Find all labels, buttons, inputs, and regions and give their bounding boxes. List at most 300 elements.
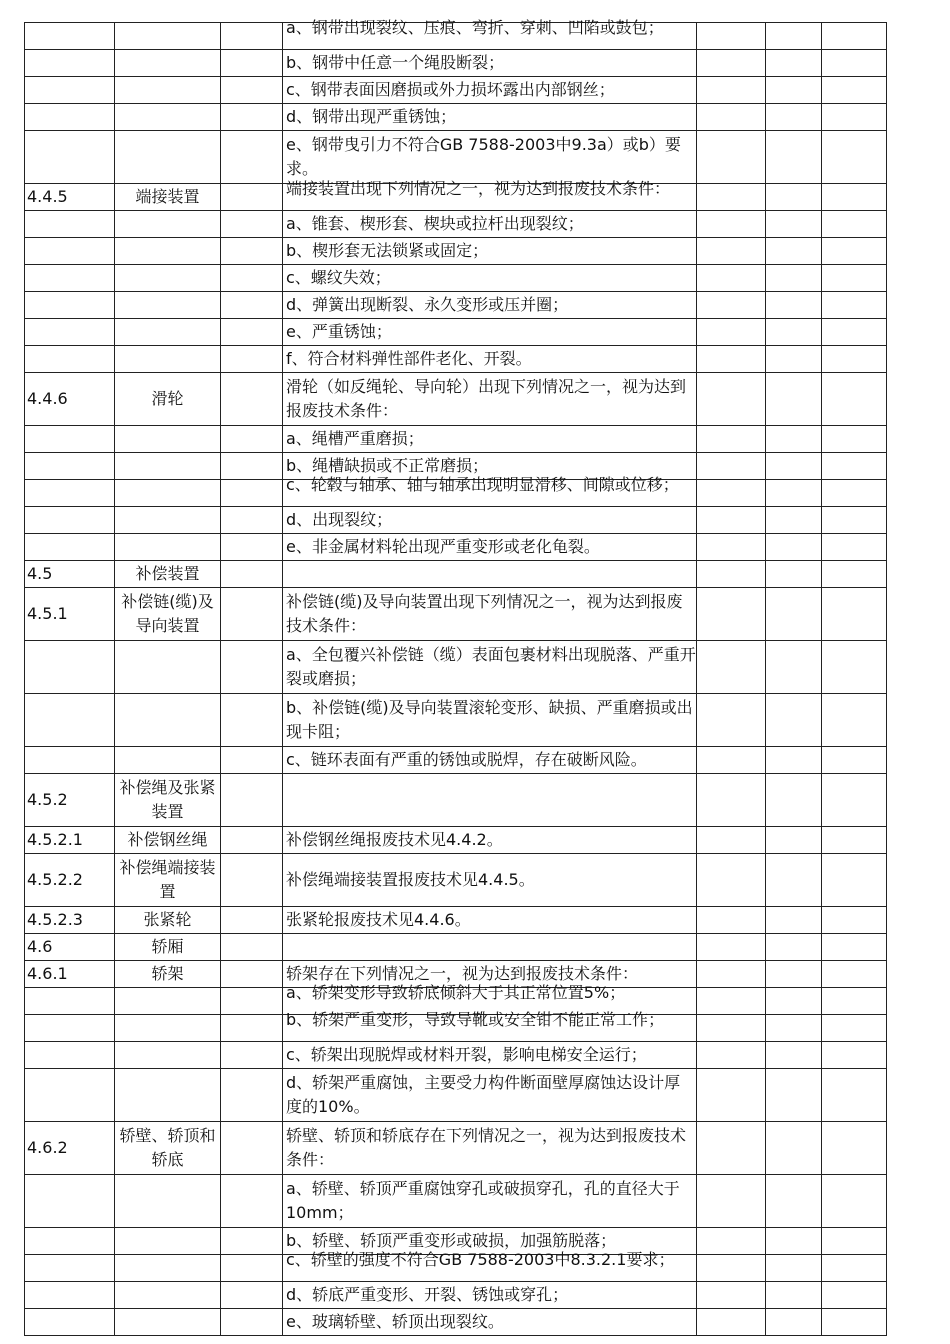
criteria-text bbox=[283, 319, 697, 346]
table-row bbox=[25, 588, 887, 641]
component-name: 端接装置 bbox=[115, 184, 221, 211]
table-row bbox=[25, 854, 887, 907]
empty-column-cell bbox=[822, 507, 887, 534]
criteria-text-content: b、轿壁、轿顶严重变形或破损，加强筋脱落； bbox=[286, 1231, 617, 1250]
blank-cell bbox=[221, 561, 283, 588]
empty-column-cell bbox=[697, 480, 766, 507]
criteria-text-content: d、轿底严重变形、开裂、锈蚀或穿孔； bbox=[286, 1285, 569, 1304]
empty-column-cell bbox=[822, 854, 887, 907]
criteria-text bbox=[283, 77, 697, 104]
component-name: 补偿绳及张紧装置 bbox=[115, 774, 221, 827]
empty-column-cell bbox=[766, 480, 822, 507]
clause-number bbox=[25, 211, 115, 238]
criteria-text bbox=[283, 1042, 697, 1069]
empty-column-cell bbox=[766, 23, 822, 50]
component-name bbox=[115, 1282, 221, 1309]
criteria-text bbox=[283, 1175, 697, 1228]
empty-column-cell bbox=[766, 854, 822, 907]
component-name bbox=[115, 104, 221, 131]
empty-column-cell bbox=[697, 988, 766, 1015]
criteria-text-content: b、绳槽缺损或不正常磨损； bbox=[286, 456, 489, 475]
table-row bbox=[25, 131, 887, 184]
clause-number: 4.5.2.1 bbox=[25, 827, 115, 854]
blank-cell bbox=[221, 480, 283, 507]
component-name: 张紧轮 bbox=[115, 907, 221, 934]
empty-column-cell bbox=[766, 747, 822, 774]
criteria-text-content: c、轿壁的强度不符合GB 7588-2003中8.3.2.1要求； bbox=[286, 1250, 675, 1269]
clause-number: 4.6 bbox=[25, 934, 115, 961]
criteria-text-content: e、玻璃轿壁、轿顶出现裂纹。 bbox=[286, 1312, 504, 1331]
blank-cell bbox=[221, 1255, 283, 1282]
blank-cell bbox=[221, 1228, 283, 1255]
table-row bbox=[25, 426, 887, 453]
empty-column-cell bbox=[822, 934, 887, 961]
empty-column-cell bbox=[697, 292, 766, 319]
component-name bbox=[115, 988, 221, 1015]
table-body bbox=[25, 18, 887, 1336]
criteria-text bbox=[283, 1069, 697, 1122]
blank-cell bbox=[221, 50, 283, 77]
component-name bbox=[115, 346, 221, 373]
clause-number bbox=[25, 23, 115, 50]
component-name bbox=[115, 694, 221, 747]
table-row bbox=[25, 77, 887, 104]
empty-column-cell bbox=[697, 1228, 766, 1255]
empty-column-cell bbox=[822, 534, 887, 561]
empty-column-cell bbox=[766, 184, 822, 211]
clause-number bbox=[25, 694, 115, 747]
criteria-text-content: d、钢带出现严重锈蚀； bbox=[286, 107, 457, 126]
criteria-text bbox=[283, 1010, 697, 1042]
component-name bbox=[115, 1309, 221, 1336]
criteria-text bbox=[283, 694, 697, 747]
empty-column-cell bbox=[822, 1122, 887, 1175]
empty-column-cell bbox=[697, 184, 766, 211]
empty-column-cell bbox=[766, 453, 822, 480]
clause-number: 4.4.6 bbox=[25, 373, 115, 426]
criteria-text-content: e、钢带曳引力不符合GB 7588-2003中9.3a）或b）要求。 bbox=[286, 135, 681, 178]
table-row bbox=[25, 1122, 887, 1175]
empty-column-cell bbox=[822, 77, 887, 104]
clause-number bbox=[25, 480, 115, 507]
component-name bbox=[115, 480, 221, 507]
empty-column-cell bbox=[697, 747, 766, 774]
criteria-text-content: 补偿链(缆)及导向装置出现下列情况之一，视为达到报废技术条件： bbox=[286, 592, 683, 635]
clause-number: 4.4.5 bbox=[25, 184, 115, 211]
criteria-text-content: 补偿钢丝绳报废技术见4.4.2。 bbox=[286, 830, 503, 849]
component-name bbox=[115, 50, 221, 77]
blank-cell bbox=[221, 1042, 283, 1069]
criteria-text bbox=[283, 238, 697, 265]
empty-column-cell bbox=[766, 1282, 822, 1309]
clause-number: 4.6.2 bbox=[25, 1122, 115, 1175]
component-name bbox=[115, 238, 221, 265]
empty-column-cell bbox=[822, 774, 887, 827]
clause-number bbox=[25, 1015, 115, 1042]
empty-column-cell bbox=[822, 1175, 887, 1228]
empty-column-cell bbox=[697, 104, 766, 131]
criteria-text bbox=[283, 265, 697, 292]
empty-column-cell bbox=[766, 265, 822, 292]
criteria-text-content: 轿架存在下列情况之一，视为达到报废技术条件： bbox=[286, 964, 639, 983]
empty-column-cell bbox=[697, 1255, 766, 1282]
criteria-text bbox=[283, 907, 697, 934]
empty-column-cell bbox=[822, 373, 887, 426]
component-name bbox=[115, 1069, 221, 1122]
component-name bbox=[115, 1175, 221, 1228]
clause-number: 4.5.1 bbox=[25, 588, 115, 641]
empty-column-cell bbox=[697, 1015, 766, 1042]
criteria-text-content: c、螺纹失效； bbox=[286, 268, 391, 287]
blank-cell bbox=[221, 854, 283, 907]
table-row bbox=[25, 827, 887, 854]
clause-number bbox=[25, 507, 115, 534]
criteria-text bbox=[283, 211, 697, 238]
criteria-text-content: c、轿架出现脱焊或材料开裂，影响电梯安全运行； bbox=[286, 1045, 647, 1064]
empty-column-cell bbox=[766, 50, 822, 77]
criteria-text-content: c、链环表面有严重的锈蚀或脱焊，存在破断风险。 bbox=[286, 750, 647, 769]
criteria-text-content: 端接装置出现下列情况之一，视为达到报废技术条件： bbox=[286, 179, 671, 198]
empty-column-cell bbox=[822, 319, 887, 346]
empty-column-cell bbox=[822, 426, 887, 453]
empty-column-cell bbox=[697, 1175, 766, 1228]
clause-number: 4.5.2.3 bbox=[25, 907, 115, 934]
blank-cell bbox=[221, 1309, 283, 1336]
empty-column-cell bbox=[766, 238, 822, 265]
blank-cell bbox=[221, 1122, 283, 1175]
empty-column-cell bbox=[697, 77, 766, 104]
component-name bbox=[115, 211, 221, 238]
blank-cell bbox=[221, 319, 283, 346]
blank-cell bbox=[221, 827, 283, 854]
criteria-text-content: 滑轮（如反绳轮、导向轮）出现下列情况之一，视为达到报废技术条件： bbox=[286, 377, 687, 420]
blank-cell bbox=[221, 588, 283, 641]
table-row bbox=[25, 1069, 887, 1122]
criteria-text-content: f、符合材料弹性部件老化、开裂。 bbox=[286, 349, 532, 368]
criteria-text-content: a、全包覆兴补偿链（缆）表面包裹材料出现脱落、严重开裂或磨损； bbox=[286, 645, 696, 688]
component-name: 补偿链(缆)及导向装置 bbox=[115, 588, 221, 641]
component-name: 轿壁、轿顶和轿底 bbox=[115, 1122, 221, 1175]
empty-column-cell bbox=[822, 453, 887, 480]
blank-cell bbox=[221, 774, 283, 827]
component-name: 补偿钢丝绳 bbox=[115, 827, 221, 854]
table-row bbox=[25, 694, 887, 747]
component-name bbox=[115, 426, 221, 453]
empty-column-cell bbox=[697, 453, 766, 480]
table-row bbox=[25, 747, 887, 774]
table-row bbox=[25, 184, 887, 211]
table-row bbox=[25, 319, 887, 346]
empty-column-cell bbox=[822, 1015, 887, 1042]
criteria-text bbox=[283, 774, 697, 827]
criteria-text-content: d、轿架严重腐蚀，主要受力构件断面壁厚腐蚀达设计厚度的10%。 bbox=[286, 1073, 681, 1116]
empty-column-cell bbox=[697, 961, 766, 988]
empty-column-cell bbox=[697, 211, 766, 238]
blank-cell bbox=[221, 1069, 283, 1122]
empty-column-cell bbox=[766, 1042, 822, 1069]
empty-column-cell bbox=[822, 1255, 887, 1282]
clause-number bbox=[25, 104, 115, 131]
table-row bbox=[25, 346, 887, 373]
empty-column-cell bbox=[766, 694, 822, 747]
criteria-text-content: b、轿架严重变形，导致导靴或安全钳不能正常工作； bbox=[286, 1010, 665, 1029]
blank-cell bbox=[221, 426, 283, 453]
component-name: 滑轮 bbox=[115, 373, 221, 426]
empty-column-cell bbox=[697, 534, 766, 561]
empty-column-cell bbox=[822, 265, 887, 292]
criteria-text-content: a、轿架变形导致轿底倾斜大于其正常位置5%； bbox=[286, 983, 626, 1002]
empty-column-cell bbox=[822, 1309, 887, 1336]
empty-column-cell bbox=[766, 1255, 822, 1282]
criteria-text-content: 轿壁、轿顶和轿底存在下列情况之一，视为达到报废技术条件： bbox=[286, 1126, 687, 1169]
clause-number bbox=[25, 534, 115, 561]
criteria-text-content: 张紧轮报废技术见4.4.6。 bbox=[286, 910, 471, 929]
empty-column-cell bbox=[822, 184, 887, 211]
clause-number bbox=[25, 346, 115, 373]
empty-column-cell bbox=[766, 104, 822, 131]
empty-column-cell bbox=[697, 827, 766, 854]
empty-column-cell bbox=[697, 1309, 766, 1336]
clause-number bbox=[25, 1069, 115, 1122]
blank-cell bbox=[221, 23, 283, 50]
empty-column-cell bbox=[822, 747, 887, 774]
criteria-text bbox=[283, 827, 697, 854]
empty-column-cell bbox=[766, 346, 822, 373]
clause-number bbox=[25, 426, 115, 453]
clause-number: 4.6.1 bbox=[25, 961, 115, 988]
criteria-text bbox=[283, 1309, 697, 1336]
empty-column-cell bbox=[766, 1069, 822, 1122]
criteria-text bbox=[283, 561, 697, 588]
empty-column-cell bbox=[766, 319, 822, 346]
criteria-text bbox=[283, 1122, 697, 1175]
component-name bbox=[115, 319, 221, 346]
clause-number bbox=[25, 292, 115, 319]
empty-column-cell bbox=[766, 507, 822, 534]
blank-cell bbox=[221, 694, 283, 747]
component-name bbox=[115, 453, 221, 480]
criteria-text-content: d、弹簧出现断裂、永久变形或压并圈； bbox=[286, 295, 569, 314]
component-name: 轿架 bbox=[115, 961, 221, 988]
clause-number bbox=[25, 77, 115, 104]
blank-cell bbox=[221, 1015, 283, 1042]
empty-column-cell bbox=[697, 373, 766, 426]
empty-column-cell bbox=[766, 131, 822, 184]
component-name: 补偿装置 bbox=[115, 561, 221, 588]
empty-column-cell bbox=[766, 1228, 822, 1255]
table-row bbox=[25, 1015, 887, 1042]
table-row bbox=[25, 1175, 887, 1228]
component-name: 轿厢 bbox=[115, 934, 221, 961]
criteria-text bbox=[283, 18, 697, 50]
empty-column-cell bbox=[697, 23, 766, 50]
empty-column-cell bbox=[766, 77, 822, 104]
component-name bbox=[115, 747, 221, 774]
blank-cell bbox=[221, 292, 283, 319]
criteria-text bbox=[283, 50, 697, 77]
empty-column-cell bbox=[822, 50, 887, 77]
table-row bbox=[25, 1255, 887, 1282]
table-row bbox=[25, 534, 887, 561]
empty-column-cell bbox=[822, 480, 887, 507]
criteria-text-content: a、绳槽严重磨损； bbox=[286, 429, 424, 448]
criteria-text bbox=[283, 588, 697, 641]
empty-column-cell bbox=[766, 588, 822, 641]
clause-number bbox=[25, 1228, 115, 1255]
criteria-text bbox=[283, 507, 697, 534]
component-name bbox=[115, 641, 221, 694]
blank-cell bbox=[221, 184, 283, 211]
criteria-text-content: b、补偿链(缆)及导向装置滚轮变形、缺损、严重磨损或出现卡阻； bbox=[286, 698, 693, 741]
component-name bbox=[115, 534, 221, 561]
component-name bbox=[115, 265, 221, 292]
criteria-text bbox=[283, 534, 697, 561]
empty-column-cell bbox=[697, 346, 766, 373]
empty-column-cell bbox=[822, 23, 887, 50]
empty-column-cell bbox=[766, 907, 822, 934]
empty-column-cell bbox=[766, 292, 822, 319]
empty-column-cell bbox=[697, 1282, 766, 1309]
empty-column-cell bbox=[697, 561, 766, 588]
empty-column-cell bbox=[766, 774, 822, 827]
blank-cell bbox=[221, 1175, 283, 1228]
criteria-text-content: a、轿壁、轿顶严重腐蚀穿孔或破损穿孔，孔的直径大于10mm； bbox=[286, 1179, 680, 1222]
blank-cell bbox=[221, 988, 283, 1015]
empty-column-cell bbox=[822, 1228, 887, 1255]
table-row bbox=[25, 641, 887, 694]
empty-column-cell bbox=[766, 426, 822, 453]
table-row bbox=[25, 907, 887, 934]
criteria-text bbox=[283, 1282, 697, 1309]
empty-column-cell bbox=[766, 1122, 822, 1175]
empty-column-cell bbox=[822, 907, 887, 934]
table-row bbox=[25, 561, 887, 588]
table-row bbox=[25, 211, 887, 238]
empty-column-cell bbox=[822, 641, 887, 694]
criteria-text-content: a、锥套、楔形套、楔块或拉杆出现裂纹； bbox=[286, 214, 584, 233]
empty-column-cell bbox=[697, 1069, 766, 1122]
criteria-text-content: c、轮毂与轴承、轴与轴承出现明显滑移、间隙或位移； bbox=[286, 475, 679, 494]
empty-column-cell bbox=[697, 641, 766, 694]
table-row bbox=[25, 265, 887, 292]
table-row bbox=[25, 292, 887, 319]
empty-column-cell bbox=[822, 961, 887, 988]
component-name bbox=[115, 1255, 221, 1282]
empty-column-cell bbox=[822, 346, 887, 373]
blank-cell bbox=[221, 265, 283, 292]
component-name: 补偿绳端接装置 bbox=[115, 854, 221, 907]
table-row bbox=[25, 1309, 887, 1336]
clause-number bbox=[25, 1175, 115, 1228]
empty-column-cell bbox=[766, 1015, 822, 1042]
empty-column-cell bbox=[697, 319, 766, 346]
empty-column-cell bbox=[697, 854, 766, 907]
empty-column-cell bbox=[697, 131, 766, 184]
table-row bbox=[25, 934, 887, 961]
criteria-text bbox=[283, 104, 697, 131]
blank-cell bbox=[221, 104, 283, 131]
empty-column-cell bbox=[766, 934, 822, 961]
empty-column-cell bbox=[822, 211, 887, 238]
criteria-text-content: e、非金属材料轮出现严重变形或老化龟裂。 bbox=[286, 537, 600, 556]
empty-column-cell bbox=[766, 534, 822, 561]
blank-cell bbox=[221, 534, 283, 561]
empty-column-cell bbox=[697, 426, 766, 453]
clause-number bbox=[25, 747, 115, 774]
blank-cell bbox=[221, 453, 283, 480]
blank-cell bbox=[221, 346, 283, 373]
blank-cell bbox=[221, 238, 283, 265]
component-name bbox=[115, 1015, 221, 1042]
clause-number bbox=[25, 265, 115, 292]
empty-column-cell bbox=[697, 588, 766, 641]
empty-column-cell bbox=[822, 694, 887, 747]
scrap-criteria-table bbox=[24, 18, 887, 1336]
empty-column-cell bbox=[766, 1175, 822, 1228]
table-row bbox=[25, 238, 887, 265]
clause-number bbox=[25, 1309, 115, 1336]
blank-cell bbox=[221, 1282, 283, 1309]
criteria-text bbox=[283, 934, 697, 961]
clause-number bbox=[25, 453, 115, 480]
empty-column-cell bbox=[766, 641, 822, 694]
component-name bbox=[115, 507, 221, 534]
empty-column-cell bbox=[766, 373, 822, 426]
empty-column-cell bbox=[697, 1122, 766, 1175]
blank-cell bbox=[221, 747, 283, 774]
clause-number bbox=[25, 238, 115, 265]
criteria-text bbox=[283, 373, 697, 426]
criteria-text bbox=[283, 641, 697, 694]
blank-cell bbox=[221, 131, 283, 184]
empty-column-cell bbox=[822, 1042, 887, 1069]
blank-cell bbox=[221, 641, 283, 694]
component-name bbox=[115, 292, 221, 319]
empty-column-cell bbox=[822, 827, 887, 854]
empty-column-cell bbox=[766, 961, 822, 988]
empty-column-cell bbox=[697, 50, 766, 77]
empty-column-cell bbox=[766, 561, 822, 588]
criteria-text-content: c、钢带表面因磨损或外力损坏露出内部钢丝； bbox=[286, 80, 615, 99]
empty-column-cell bbox=[766, 827, 822, 854]
empty-column-cell bbox=[822, 292, 887, 319]
empty-column-cell bbox=[697, 694, 766, 747]
criteria-text-content: d、出现裂纹； bbox=[286, 510, 393, 529]
table-row bbox=[25, 1042, 887, 1069]
clause-number: 4.5.2 bbox=[25, 774, 115, 827]
table-row bbox=[25, 480, 887, 507]
empty-column-cell bbox=[766, 988, 822, 1015]
empty-column-cell bbox=[822, 988, 887, 1015]
table-row bbox=[25, 774, 887, 827]
empty-column-cell bbox=[822, 1069, 887, 1122]
criteria-text bbox=[283, 131, 697, 184]
table-row bbox=[25, 50, 887, 77]
component-name bbox=[115, 131, 221, 184]
empty-column-cell bbox=[697, 238, 766, 265]
table-row bbox=[25, 1282, 887, 1309]
table-row bbox=[25, 373, 887, 426]
clause-number bbox=[25, 1042, 115, 1069]
clause-number bbox=[25, 988, 115, 1015]
table-row bbox=[25, 507, 887, 534]
blank-cell bbox=[221, 373, 283, 426]
empty-column-cell bbox=[822, 588, 887, 641]
clause-number bbox=[25, 131, 115, 184]
criteria-text bbox=[283, 179, 697, 211]
criteria-text bbox=[283, 292, 697, 319]
empty-column-cell bbox=[697, 265, 766, 292]
